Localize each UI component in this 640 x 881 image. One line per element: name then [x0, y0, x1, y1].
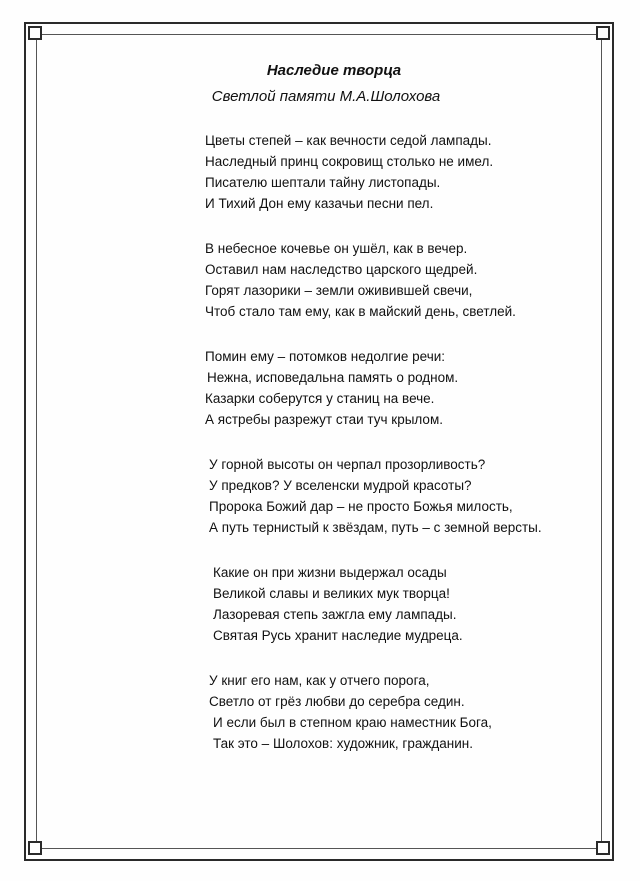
poem-line: Цветы степей – как вечности седой лампады. [205, 133, 492, 148]
stanza [205, 562, 595, 646]
poem-line: Пророка Божий дар – не просто Божья милость, [209, 499, 513, 514]
poem-line: Нежна, исповедальна память о родном. [207, 370, 459, 385]
poem-line: Светло от грёз любви до серебра седин. [209, 694, 465, 709]
border-corner-ornament [596, 841, 610, 855]
poem-line: Казарки соберутся у станиц на вече. [205, 391, 435, 406]
poem-line: И Тихий Дон ему казачьи песни пел. [205, 196, 434, 211]
stanza [205, 238, 595, 322]
border-corner-ornament [28, 841, 42, 855]
poem-line: У книг его нам, как у отчего порога, [209, 673, 430, 688]
poem-line: Святая Русь хранит наследие мудреца. [213, 628, 463, 643]
poem-line: У предков? У вселенски мудрой красоты? [209, 478, 472, 493]
poem-line: Чтоб стало там ему, как в майский день, светлей. [205, 304, 516, 319]
poem-line: Помин ему – потомков недолгие речи: [205, 349, 446, 364]
poem-body [205, 130, 595, 778]
poem-line: И если был в степном краю наместник Бога, [213, 715, 492, 730]
stanza [205, 130, 595, 214]
poem-line: Лазоревая степь зажгла ему лампады. [213, 607, 457, 622]
poem-line: Великой славы и великих мук творца! [213, 586, 450, 601]
poem-line: А путь тернистый к звёздам, путь – с земной версты. [209, 520, 542, 535]
poem-line: У горной высоты он черпал прозорливость? [209, 457, 486, 472]
poem-line: Писателю шептали тайну листопады. [205, 175, 441, 190]
poem-line: Оставил нам наследство царского щедрей. [205, 262, 478, 277]
poem-line: В небесное кочевье он ушёл, как в вечер. [205, 241, 468, 256]
poem-title: Наследие творца [266, 62, 402, 79]
poem-dedication: Светлой памяти М.А.Шолохова [211, 88, 441, 105]
border-corner-ornament [28, 26, 42, 40]
stanza [205, 454, 595, 538]
poem-line: А ястребы разрежут стаи туч крылом. [205, 412, 443, 427]
poem-line: Наследный принц сокровищ столько не имел. [205, 154, 494, 169]
poem-line: Горят лазорики – земли оживившей свечи, [205, 283, 473, 298]
poem-header [0, 60, 640, 108]
border-corner-ornament [596, 26, 610, 40]
stanza [205, 670, 595, 754]
poem-line: Какие он при жизни выдержал осады [213, 565, 447, 580]
poem-line: Так это – Шолохов: художник, гражданин. [213, 736, 473, 751]
stanza [205, 346, 595, 430]
